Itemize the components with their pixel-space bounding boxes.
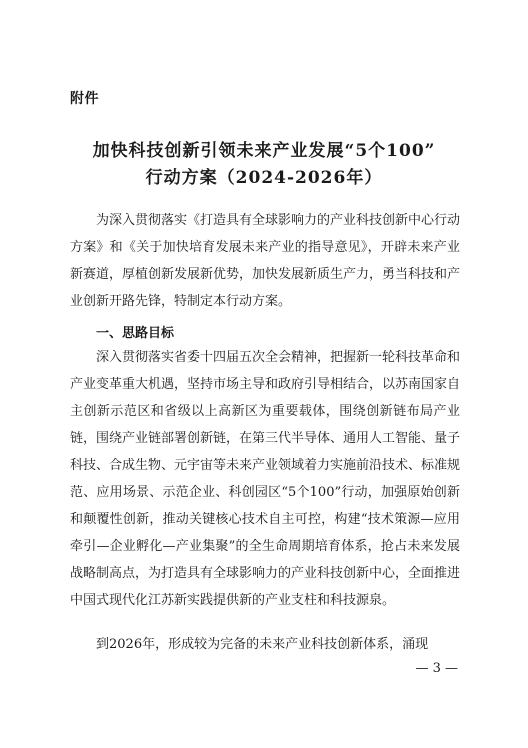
attachment-label: 附件 — [70, 91, 99, 107]
section-paragraph: 深入贯彻落实省委十四届五次全会精神，把握新一轮科技革命和产业变革重大机遇，坚持市场主导和政府引导相结合，以苏南国家自主创新示范区和省级以上高新区为重要载体，围绕创新链布局产业链，围绕产业链部署创新链，在第三代半导体、通用人工智能、量子科技、合成生物、元宇宙等未来产业领域着力实施前沿技术、标准规范、应用场景、示范企业、科创园区“5个100”行动，加强原始创新和颠覆性创新，推动关键核心技术自主可控，构建“技术策源—应用牵引—企业孵化—产业集聚”的全生命周期培育体系，抢占未来发展战略制高点，为打造具有全球影响力的产业科技创新中心，全面推进中国式现代化江苏新实践提供新的产业支柱和科技源泉。 — [70, 350, 461, 608]
document-title-line2: 行动方案（2024-2026年） — [145, 168, 383, 188]
document-title-line1: 加快科技创新引领未来产业发展“5个100” — [92, 141, 436, 161]
intro-paragraph: 为深入贯彻落实《打造具有全球影响力的产业科技创新中心行动方案》和《关于加快培育发展未来产业的指导意见》，开辟未来产业新赛道，厚植创新发展新优势，加快发展新质生产力，勇当科技和产业创新开路先锋，特制定本行动方案。 — [70, 213, 461, 309]
page-number: — 3 — — [415, 661, 458, 676]
section-paragraph-continued: 到2026年，形成较为完备的未来产业科技创新体系，涌现 — [96, 637, 429, 652]
section-heading: 一、思路目标 — [96, 326, 175, 341]
